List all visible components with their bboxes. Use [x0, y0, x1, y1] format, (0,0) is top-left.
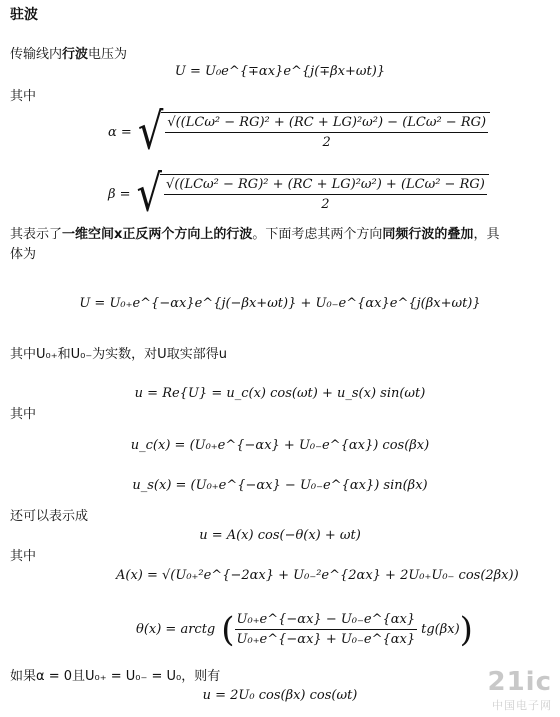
equation-traveling-wave: [100, 64, 460, 79]
equation-standing-wave-text: u = 2U₀ cos(βx) cos(ωt): [202, 688, 358, 703]
intro-prefix: 传输线内: [10, 47, 63, 62]
radical-sign-icon: √: [136, 165, 163, 223]
beta-numerator: √((LCω² − RG)² + (RC + LG)²ω²) + (LCω² − RG): [164, 177, 487, 195]
watermark-sub: 中国电子网: [492, 699, 552, 712]
para-1-c: 。下面考虑其两个方向: [252, 227, 383, 242]
equation-real-part: [0, 386, 560, 401]
intro-suffix: 电压为: [88, 47, 128, 62]
theta-tail: tg(βx): [421, 622, 460, 637]
equation-us-text: u_s(x) = (U₀₊e^{−αx} − U₀₋e^{αx}) sin(βx): [132, 478, 428, 493]
paragraph-2: 其中U₀₊和U₀₋为实数，对U取实部得u: [10, 347, 227, 362]
radical-sign-icon: √: [137, 103, 164, 161]
paragraph-4: 如果α = 0且U₀₊ = U₀₋ = U₀，则有: [10, 669, 221, 684]
intro-bold: 行波: [62, 47, 89, 62]
where-label-3: 其中: [10, 549, 37, 564]
para-1-e: ，具: [473, 227, 500, 242]
alpha-denominator: 2: [322, 135, 331, 150]
equation-real-part-text: u = Re{U} = u_c(x) cos(ωt) + u_s(x) sin(ωt): [134, 386, 426, 401]
equation-standing-wave: [0, 688, 560, 703]
alpha-radical: [137, 103, 490, 161]
section-title: 驻波: [10, 7, 38, 23]
paragraph-1-line2: 体为: [10, 247, 37, 262]
equation-A: [116, 568, 519, 583]
beta-lhs: β =: [108, 186, 131, 202]
left-paren-icon: (: [221, 609, 235, 650]
equation-amplitude-phase-text: u = A(x) cos(−θ(x) + ωt): [199, 528, 361, 543]
para-1-d: 同频行波的叠加: [382, 227, 474, 242]
beta-radical: [136, 165, 489, 223]
alpha-numerator: √((LCω² − RG)² + (RC + LG)²ω²) − (LCω² − RG): [165, 115, 488, 133]
equation-us: [0, 478, 560, 493]
theta-denominator: U₀₊e^{−αx} + U₀₋e^{αx}: [236, 632, 416, 647]
equation-traveling-wave-text: U = U₀e^{∓αx}e^{j(∓βx+ωt)}: [174, 64, 386, 79]
paragraph-1: [10, 226, 499, 244]
equation-uc: [0, 438, 560, 453]
theta-numerator: U₀₊e^{−αx} − U₀₋e^{αx}: [235, 612, 418, 630]
equation-A-text: A(x) = √(U₀₊²e^{−2αx} + U₀₋²e^{2αx} + 2U₀₊U₀₋ cos(2βx)): [116, 568, 519, 583]
intro-line: [10, 46, 127, 64]
theta-lhs: θ(x) = arctg: [136, 622, 216, 637]
right-paren-icon: ): [459, 609, 473, 650]
beta-denominator: 2: [321, 197, 330, 212]
para-1-a: 其表示了: [10, 227, 63, 242]
equation-superposition: [0, 296, 560, 311]
equation-superposition-text: U = U₀₊e^{−αx}e^{j(−βx+ωt)} + U₀₋e^{αx}e^{j(βx+ωt)}: [79, 296, 481, 311]
equation-theta: [136, 609, 473, 650]
alpha-lhs: α =: [108, 124, 132, 140]
equation-amplitude-phase: [0, 528, 560, 543]
equation-uc-text: u_c(x) = (U₀₊e^{−αx} + U₀₋e^{αx}) cos(βx): [130, 438, 430, 453]
watermark-logo: [487, 667, 552, 713]
watermark-main: 21ic: [487, 667, 552, 697]
equation-beta: [108, 165, 489, 223]
para-1-b: 一维空间x正反两个方向上的行波: [62, 227, 253, 242]
where-label-1: 其中: [10, 89, 37, 104]
paragraph-3: 还可以表示成: [10, 509, 89, 524]
where-label-2: 其中: [10, 407, 37, 422]
equation-alpha: [108, 103, 490, 161]
